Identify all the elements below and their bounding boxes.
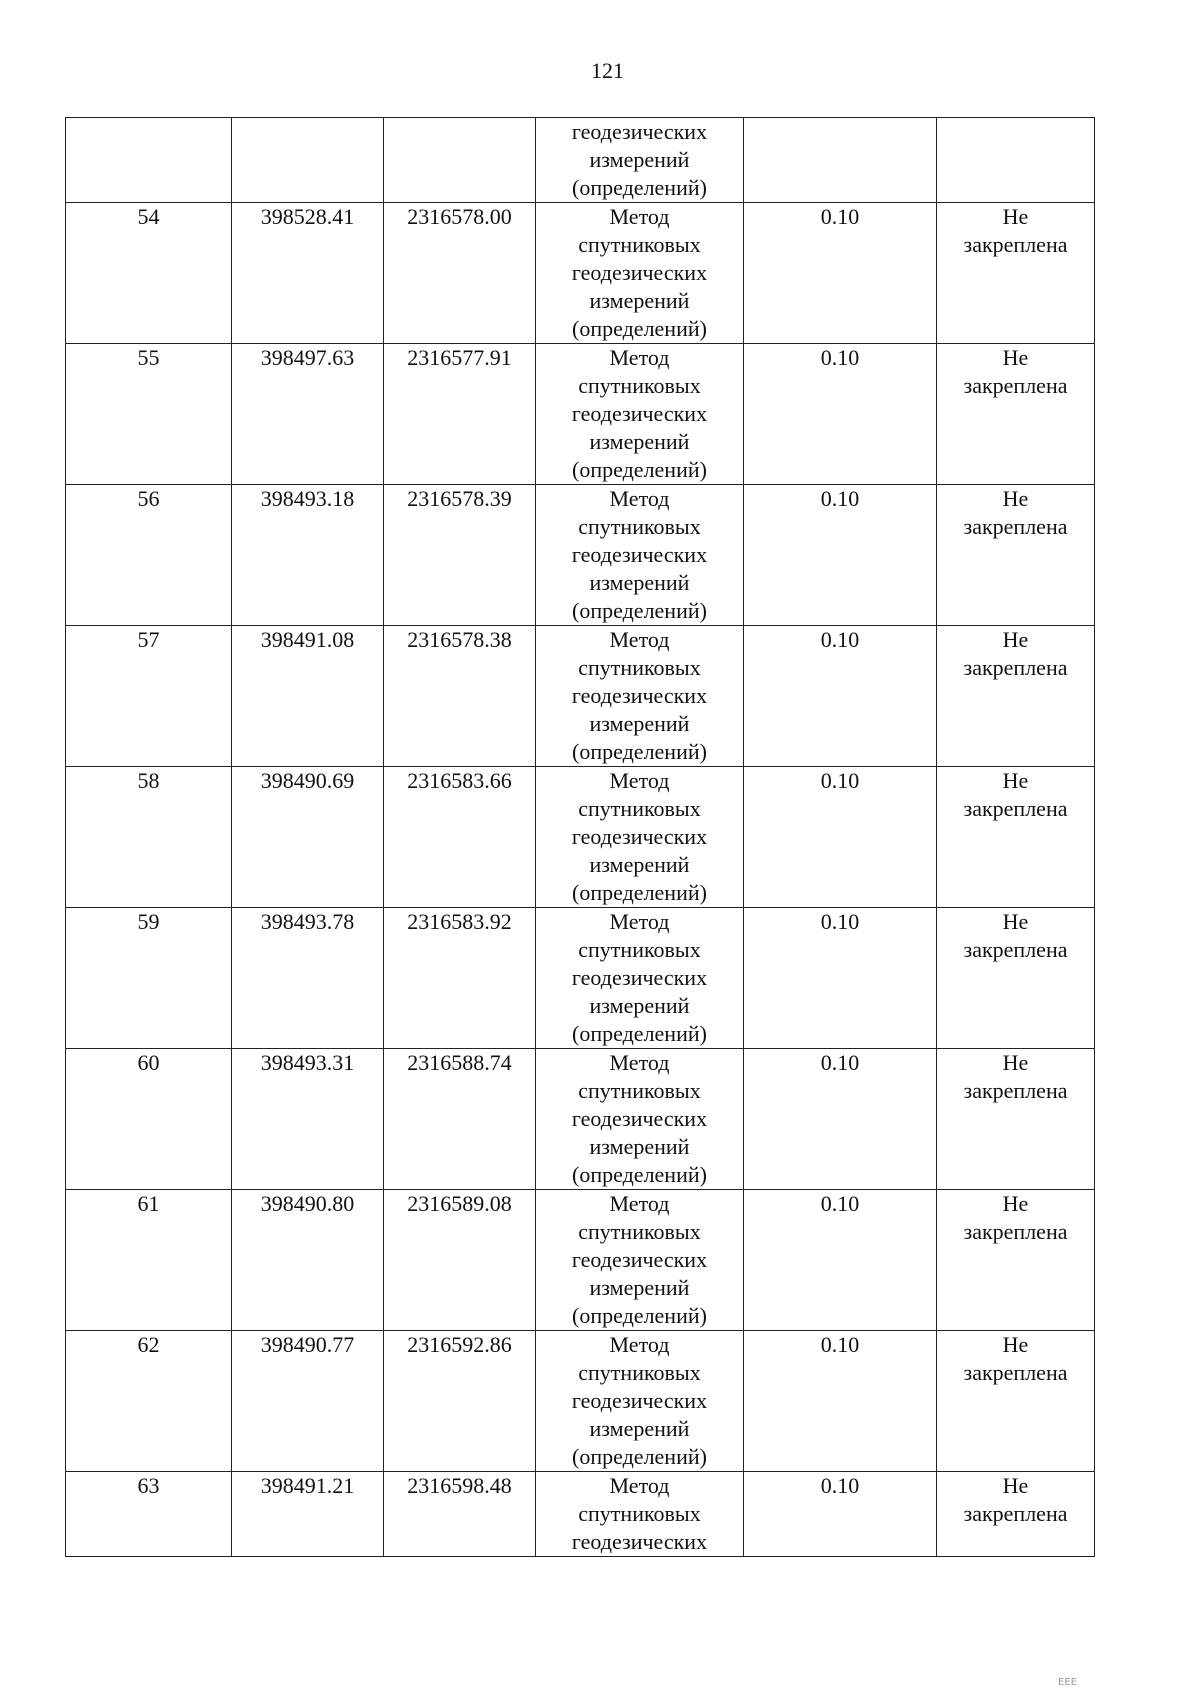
- y-coordinate-cell: 2316588.74: [384, 1049, 536, 1190]
- method-line: (определений): [572, 1444, 707, 1469]
- method-line: Метод: [609, 345, 670, 370]
- method-cell: [536, 1472, 744, 1557]
- table-row: [66, 626, 1095, 767]
- coordinates-table-body: [66, 118, 1095, 1557]
- point-number-cell: [66, 118, 232, 203]
- method-line: измерений: [589, 429, 690, 454]
- method-line: геодезических: [571, 683, 708, 708]
- method-line: спутниковых: [578, 1501, 701, 1526]
- fixing-cell: [937, 1472, 1095, 1557]
- accuracy-cell: 0.10: [744, 1472, 937, 1557]
- fixing-line: Не: [1002, 1332, 1029, 1357]
- method-line: (определений): [572, 598, 707, 623]
- table-row: [66, 1049, 1095, 1190]
- method-line: измерений: [589, 147, 690, 172]
- method-line: спутниковых: [578, 1078, 701, 1103]
- method-cell: [536, 1190, 744, 1331]
- method-line: (определений): [572, 880, 707, 905]
- table-row: [66, 344, 1095, 485]
- method-line: спутниковых: [578, 937, 701, 962]
- table-row: [66, 485, 1095, 626]
- method-line: Метод: [609, 627, 670, 652]
- method-line: измерений: [589, 993, 690, 1018]
- fixing-line: Не: [1002, 1473, 1029, 1498]
- method-line: геодезических: [571, 1106, 708, 1131]
- table-row-continuation: [66, 118, 1095, 203]
- method-line: (определений): [572, 1021, 707, 1046]
- method-cell: [536, 203, 744, 344]
- accuracy-cell: 0.10: [744, 344, 937, 485]
- y-coordinate-cell: 2316583.92: [384, 908, 536, 1049]
- x-coordinate-cell: 398493.78: [232, 908, 384, 1049]
- method-line: геодезических: [571, 260, 708, 285]
- method-cell: [536, 908, 744, 1049]
- method-line: измерений: [589, 1416, 690, 1441]
- fixing-line: закреплена: [963, 1360, 1068, 1385]
- coordinates-table: [65, 117, 1095, 1557]
- table-row: [66, 1472, 1095, 1557]
- fixing-cell: [937, 908, 1095, 1049]
- method-line: спутниковых: [578, 514, 701, 539]
- method-cell: [536, 344, 744, 485]
- method-line: измерений: [589, 1134, 690, 1159]
- accuracy-cell: 0.10: [744, 1049, 937, 1190]
- fixing-cell: [937, 767, 1095, 908]
- method-line: Метод: [609, 1191, 670, 1216]
- method-cell: [536, 1049, 744, 1190]
- fixing-cell: [937, 1190, 1095, 1331]
- fixing-line: закреплена: [963, 1078, 1068, 1103]
- method-line: геодезических: [571, 401, 708, 426]
- table-row: [66, 908, 1095, 1049]
- accuracy-cell: 0.10: [744, 203, 937, 344]
- x-coordinate-cell: 398528.41: [232, 203, 384, 344]
- fixing-line: Не: [1002, 345, 1029, 370]
- method-line: (определений): [572, 175, 707, 200]
- table-row: [66, 1190, 1095, 1331]
- y-coordinate-cell: 2316583.66: [384, 767, 536, 908]
- method-cell: [536, 1331, 744, 1472]
- fixing-line: Не: [1002, 768, 1029, 793]
- point-number-cell: 57: [66, 626, 232, 767]
- method-cell: [536, 626, 744, 767]
- method-line: измерений: [589, 852, 690, 877]
- method-line: (определений): [572, 739, 707, 764]
- y-coordinate-cell: [384, 118, 536, 203]
- method-line: геодезических: [571, 965, 708, 990]
- method-cell: [536, 767, 744, 908]
- method-line: (определений): [572, 316, 707, 341]
- fixing-line: закреплена: [963, 514, 1068, 539]
- table-row: [66, 767, 1095, 908]
- point-number-cell: 60: [66, 1049, 232, 1190]
- y-coordinate-cell: 2316598.48: [384, 1472, 536, 1557]
- point-number-cell: 56: [66, 485, 232, 626]
- point-number-cell: 63: [66, 1472, 232, 1557]
- x-coordinate-cell: 398491.08: [232, 626, 384, 767]
- method-line: Метод: [609, 1332, 670, 1357]
- method-line: (определений): [572, 1303, 707, 1328]
- method-line: (определений): [572, 1162, 707, 1187]
- y-coordinate-cell: 2316578.39: [384, 485, 536, 626]
- method-line: Метод: [609, 1050, 670, 1075]
- accuracy-cell: 0.10: [744, 1331, 937, 1472]
- method-line: измерений: [589, 1275, 690, 1300]
- method-cell: [536, 118, 744, 203]
- method-line: измерений: [589, 711, 690, 736]
- fixing-line: Не: [1002, 486, 1029, 511]
- scan-mark: ЕЕЕ: [1058, 1677, 1077, 1688]
- method-line: спутниковых: [578, 1360, 701, 1385]
- fixing-line: закреплена: [963, 1219, 1068, 1244]
- method-line: геодезических: [571, 1247, 708, 1272]
- y-coordinate-cell: 2316589.08: [384, 1190, 536, 1331]
- method-line: геодезических: [571, 1529, 708, 1554]
- accuracy-cell: 0.10: [744, 626, 937, 767]
- x-coordinate-cell: 398493.31: [232, 1049, 384, 1190]
- point-number-cell: 61: [66, 1190, 232, 1331]
- fixing-line: закреплена: [963, 796, 1068, 821]
- point-number-cell: 58: [66, 767, 232, 908]
- fixing-line: Не: [1002, 909, 1029, 934]
- x-coordinate-cell: [232, 118, 384, 203]
- method-line: измерений: [589, 570, 690, 595]
- y-coordinate-cell: 2316577.91: [384, 344, 536, 485]
- method-line: измерений: [589, 288, 690, 313]
- fixing-cell: [937, 1049, 1095, 1190]
- y-coordinate-cell: 2316578.00: [384, 203, 536, 344]
- x-coordinate-cell: 398497.63: [232, 344, 384, 485]
- fixing-cell: [937, 344, 1095, 485]
- fixing-line: Не: [1002, 627, 1029, 652]
- x-coordinate-cell: 398491.21: [232, 1472, 384, 1557]
- accuracy-cell: 0.10: [744, 485, 937, 626]
- method-cell: [536, 485, 744, 626]
- fixing-line: Не: [1002, 1050, 1029, 1075]
- x-coordinate-cell: 398490.77: [232, 1331, 384, 1472]
- point-number-cell: 59: [66, 908, 232, 1049]
- method-line: Метод: [609, 204, 670, 229]
- fixing-line: Не: [1002, 1191, 1029, 1216]
- fixing-line: закреплена: [963, 1501, 1068, 1526]
- y-coordinate-cell: 2316578.38: [384, 626, 536, 767]
- method-line: (определений): [572, 457, 707, 482]
- method-line: геодезических: [571, 824, 708, 849]
- fixing-cell: [937, 485, 1095, 626]
- point-number-cell: 54: [66, 203, 232, 344]
- fixing-line: закреплена: [963, 655, 1068, 680]
- method-line: Метод: [609, 768, 670, 793]
- point-number-cell: 62: [66, 1331, 232, 1472]
- fixing-line: Не: [1002, 204, 1029, 229]
- fixing-line: закреплена: [963, 937, 1068, 962]
- page-number: 121: [591, 58, 624, 83]
- method-line: спутниковых: [578, 655, 701, 680]
- table-row: [66, 1331, 1095, 1472]
- method-line: Метод: [609, 486, 670, 511]
- accuracy-cell: [744, 118, 937, 203]
- fixing-cell: [937, 626, 1095, 767]
- fixing-line: закреплена: [963, 232, 1068, 257]
- y-coordinate-cell: 2316592.86: [384, 1331, 536, 1472]
- method-line: Метод: [609, 1473, 670, 1498]
- accuracy-cell: 0.10: [744, 1190, 937, 1331]
- method-line: геодезических: [571, 542, 708, 567]
- fixing-cell: [937, 1331, 1095, 1472]
- method-line: спутниковых: [578, 796, 701, 821]
- method-line: спутниковых: [578, 232, 701, 257]
- method-line: спутниковых: [578, 1219, 701, 1244]
- table-row: [66, 203, 1095, 344]
- point-number-cell: 55: [66, 344, 232, 485]
- fixing-cell: [937, 118, 1095, 203]
- x-coordinate-cell: 398490.80: [232, 1190, 384, 1331]
- fixing-cell: [937, 203, 1095, 344]
- method-line: геодезических: [571, 119, 708, 144]
- method-line: Метод: [609, 909, 670, 934]
- accuracy-cell: 0.10: [744, 767, 937, 908]
- method-line: спутниковых: [578, 373, 701, 398]
- accuracy-cell: 0.10: [744, 908, 937, 1049]
- method-line: геодезических: [571, 1388, 708, 1413]
- x-coordinate-cell: 398490.69: [232, 767, 384, 908]
- x-coordinate-cell: 398493.18: [232, 485, 384, 626]
- fixing-line: закреплена: [963, 373, 1068, 398]
